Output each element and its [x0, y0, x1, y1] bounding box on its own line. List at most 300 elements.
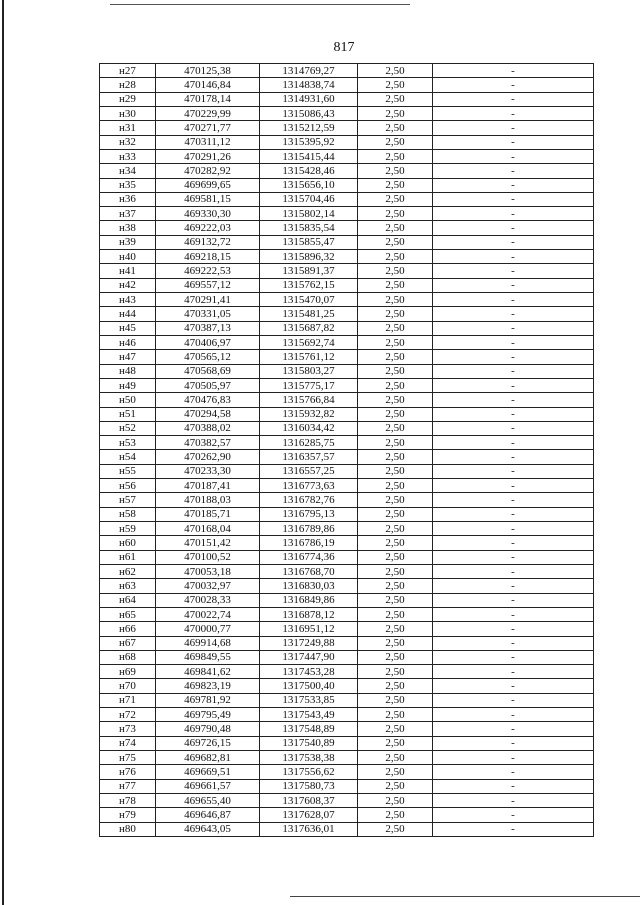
table-row [100, 250, 594, 264]
y-coordinate-cell: 1315802,14 [260, 207, 358, 221]
y-coordinate-cell: 1316768,70 [260, 564, 358, 578]
point-id-cell: н46 [100, 335, 156, 349]
point-id-cell: н27 [100, 64, 156, 78]
y-coordinate-cell: 1316795,13 [260, 507, 358, 521]
table-row [100, 135, 594, 149]
table-row [100, 665, 594, 679]
table-row [100, 92, 594, 106]
table-row [100, 450, 594, 464]
y-coordinate-cell: 1317580,73 [260, 779, 358, 793]
x-coordinate-cell: 469643,05 [156, 822, 260, 836]
point-id-cell: н38 [100, 221, 156, 235]
scan-bottom-rule [290, 896, 640, 897]
page-number: 817 [333, 40, 355, 55]
note-cell: - [433, 64, 594, 78]
accuracy-cell: 2,50 [358, 149, 433, 163]
y-coordinate-cell: 1315855,47 [260, 235, 358, 249]
point-id-cell: н48 [100, 364, 156, 378]
note-cell: - [433, 121, 594, 135]
note-cell: - [433, 765, 594, 779]
y-coordinate-cell: 1316951,12 [260, 622, 358, 636]
table-row [100, 550, 594, 564]
y-coordinate-cell: 1316557,25 [260, 464, 358, 478]
y-coordinate-cell: 1315212,59 [260, 121, 358, 135]
y-coordinate-cell: 1317636,01 [260, 822, 358, 836]
table-row [100, 78, 594, 92]
x-coordinate-cell: 470178,14 [156, 92, 260, 106]
table-row [100, 149, 594, 163]
table-row [100, 421, 594, 435]
y-coordinate-cell: 1317543,49 [260, 708, 358, 722]
y-coordinate-cell: 1317538,38 [260, 751, 358, 765]
point-id-cell: н56 [100, 479, 156, 493]
x-coordinate-cell: 470568,69 [156, 364, 260, 378]
y-coordinate-cell: 1317447,90 [260, 650, 358, 664]
x-coordinate-cell: 470476,83 [156, 393, 260, 407]
note-cell: - [433, 479, 594, 493]
y-coordinate-cell: 1315835,54 [260, 221, 358, 235]
note-cell: - [433, 250, 594, 264]
note-cell: - [433, 464, 594, 478]
accuracy-cell: 2,50 [358, 493, 433, 507]
note-cell: - [433, 493, 594, 507]
table-row [100, 207, 594, 221]
y-coordinate-cell: 1316789,86 [260, 522, 358, 536]
point-id-cell: н37 [100, 207, 156, 221]
accuracy-cell: 2,50 [358, 564, 433, 578]
note-cell: - [433, 393, 594, 407]
note-cell: - [433, 407, 594, 421]
table-row [100, 335, 594, 349]
y-coordinate-cell: 1317500,40 [260, 679, 358, 693]
y-coordinate-cell: 1314931,60 [260, 92, 358, 106]
accuracy-cell: 2,50 [358, 192, 433, 206]
note-cell: - [433, 278, 594, 292]
x-coordinate-cell: 469669,51 [156, 765, 260, 779]
y-coordinate-cell: 1316830,03 [260, 579, 358, 593]
accuracy-cell: 2,50 [358, 335, 433, 349]
table-row [100, 579, 594, 593]
table-row [100, 164, 594, 178]
y-coordinate-cell: 1315470,07 [260, 293, 358, 307]
x-coordinate-cell: 469132,72 [156, 235, 260, 249]
point-id-cell: н50 [100, 393, 156, 407]
x-coordinate-cell: 470294,58 [156, 407, 260, 421]
note-cell: - [433, 564, 594, 578]
x-coordinate-cell: 470271,77 [156, 121, 260, 135]
point-id-cell: н67 [100, 636, 156, 650]
table-row [100, 736, 594, 750]
accuracy-cell: 2,50 [358, 536, 433, 550]
accuracy-cell: 2,50 [358, 350, 433, 364]
accuracy-cell: 2,50 [358, 636, 433, 650]
note-cell: - [433, 536, 594, 550]
point-id-cell: н31 [100, 121, 156, 135]
table-row [100, 321, 594, 335]
note-cell: - [433, 350, 594, 364]
y-coordinate-cell: 1314838,74 [260, 78, 358, 92]
point-id-cell: н76 [100, 765, 156, 779]
point-id-cell: н28 [100, 78, 156, 92]
table-row [100, 793, 594, 807]
table-row [100, 693, 594, 707]
point-id-cell: н77 [100, 779, 156, 793]
accuracy-cell: 2,50 [358, 64, 433, 78]
x-coordinate-cell: 469581,15 [156, 192, 260, 206]
y-coordinate-cell: 1317556,62 [260, 765, 358, 779]
accuracy-cell: 2,50 [358, 507, 433, 521]
point-id-cell: н45 [100, 321, 156, 335]
x-coordinate-cell: 470387,13 [156, 321, 260, 335]
point-id-cell: н78 [100, 793, 156, 807]
y-coordinate-cell: 1316878,12 [260, 607, 358, 621]
accuracy-cell: 2,50 [358, 250, 433, 264]
note-cell: - [433, 421, 594, 435]
accuracy-cell: 2,50 [358, 307, 433, 321]
accuracy-cell: 2,50 [358, 106, 433, 120]
point-id-cell: н49 [100, 378, 156, 392]
y-coordinate-cell: 1317608,37 [260, 793, 358, 807]
y-coordinate-cell: 1315932,82 [260, 407, 358, 421]
accuracy-cell: 2,50 [358, 765, 433, 779]
point-id-cell: н61 [100, 550, 156, 564]
table-row [100, 235, 594, 249]
x-coordinate-cell: 469330,30 [156, 207, 260, 221]
note-cell: - [433, 736, 594, 750]
x-coordinate-cell: 470282,92 [156, 164, 260, 178]
table-row [100, 536, 594, 550]
x-coordinate-cell: 469823,19 [156, 679, 260, 693]
accuracy-cell: 2,50 [358, 779, 433, 793]
note-cell: - [433, 106, 594, 120]
point-id-cell: н75 [100, 751, 156, 765]
point-id-cell: н66 [100, 622, 156, 636]
note-cell: - [433, 307, 594, 321]
table-row [100, 650, 594, 664]
table-row [100, 192, 594, 206]
point-id-cell: н74 [100, 736, 156, 750]
table-row [100, 564, 594, 578]
point-id-cell: н33 [100, 149, 156, 163]
x-coordinate-cell: 470382,57 [156, 436, 260, 450]
x-coordinate-cell: 469781,92 [156, 693, 260, 707]
point-id-cell: н55 [100, 464, 156, 478]
accuracy-cell: 2,50 [358, 178, 433, 192]
note-cell: - [433, 650, 594, 664]
y-coordinate-cell: 1316786,19 [260, 536, 358, 550]
x-coordinate-cell: 470229,99 [156, 106, 260, 120]
note-cell: - [433, 751, 594, 765]
x-coordinate-cell: 469646,87 [156, 808, 260, 822]
y-coordinate-cell: 1315803,27 [260, 364, 358, 378]
note-cell: - [433, 135, 594, 149]
table-row [100, 393, 594, 407]
accuracy-cell: 2,50 [358, 522, 433, 536]
table-row [100, 751, 594, 765]
point-id-cell: н69 [100, 665, 156, 679]
point-id-cell: н39 [100, 235, 156, 249]
y-coordinate-cell: 1316773,63 [260, 479, 358, 493]
accuracy-cell: 2,50 [358, 164, 433, 178]
table-row [100, 808, 594, 822]
point-id-cell: н34 [100, 164, 156, 178]
note-cell: - [433, 607, 594, 621]
table-row [100, 708, 594, 722]
table-row [100, 779, 594, 793]
point-id-cell: н30 [100, 106, 156, 120]
point-id-cell: н80 [100, 822, 156, 836]
point-id-cell: н29 [100, 92, 156, 106]
note-cell: - [433, 221, 594, 235]
accuracy-cell: 2,50 [358, 407, 433, 421]
x-coordinate-cell: 470168,04 [156, 522, 260, 536]
y-coordinate-cell: 1317548,89 [260, 722, 358, 736]
note-cell: - [433, 164, 594, 178]
note-cell: - [433, 178, 594, 192]
y-coordinate-cell: 1315766,84 [260, 393, 358, 407]
x-coordinate-cell: 469557,12 [156, 278, 260, 292]
accuracy-cell: 2,50 [358, 278, 433, 292]
accuracy-cell: 2,50 [358, 78, 433, 92]
accuracy-cell: 2,50 [358, 622, 433, 636]
note-cell: - [433, 378, 594, 392]
point-id-cell: н60 [100, 536, 156, 550]
accuracy-cell: 2,50 [358, 364, 433, 378]
y-coordinate-cell: 1315415,44 [260, 149, 358, 163]
coordinates-table [99, 63, 594, 837]
note-cell: - [433, 808, 594, 822]
note-cell: - [433, 822, 594, 836]
x-coordinate-cell: 470291,26 [156, 149, 260, 163]
y-coordinate-cell: 1316034,42 [260, 421, 358, 435]
note-cell: - [433, 779, 594, 793]
accuracy-cell: 2,50 [358, 321, 433, 335]
note-cell: - [433, 207, 594, 221]
table-row [100, 593, 594, 607]
accuracy-cell: 2,50 [358, 793, 433, 807]
table-row [100, 407, 594, 421]
accuracy-cell: 2,50 [358, 679, 433, 693]
point-id-cell: н58 [100, 507, 156, 521]
note-cell: - [433, 693, 594, 707]
note-cell: - [433, 550, 594, 564]
point-id-cell: н35 [100, 178, 156, 192]
point-id-cell: н71 [100, 693, 156, 707]
accuracy-cell: 2,50 [358, 693, 433, 707]
y-coordinate-cell: 1316849,86 [260, 593, 358, 607]
x-coordinate-cell: 470187,41 [156, 479, 260, 493]
x-coordinate-cell: 470565,12 [156, 350, 260, 364]
y-coordinate-cell: 1315762,15 [260, 278, 358, 292]
table-row [100, 293, 594, 307]
table-row [100, 121, 594, 135]
x-coordinate-cell: 469222,03 [156, 221, 260, 235]
x-coordinate-cell: 469914,68 [156, 636, 260, 650]
x-coordinate-cell: 470146,84 [156, 78, 260, 92]
x-coordinate-cell: 470125,38 [156, 64, 260, 78]
point-id-cell: н52 [100, 421, 156, 435]
point-id-cell: н47 [100, 350, 156, 364]
x-coordinate-cell: 470505,97 [156, 378, 260, 392]
note-cell: - [433, 293, 594, 307]
note-cell: - [433, 335, 594, 349]
point-id-cell: н43 [100, 293, 156, 307]
x-coordinate-cell: 470311,12 [156, 135, 260, 149]
accuracy-cell: 2,50 [358, 436, 433, 450]
x-coordinate-cell: 470262,90 [156, 450, 260, 464]
table-row [100, 507, 594, 521]
table-row [100, 464, 594, 478]
table-row [100, 722, 594, 736]
point-id-cell: н63 [100, 579, 156, 593]
table-row [100, 479, 594, 493]
y-coordinate-cell: 1315428,46 [260, 164, 358, 178]
note-cell: - [433, 192, 594, 206]
note-cell: - [433, 665, 594, 679]
x-coordinate-cell: 469222,53 [156, 264, 260, 278]
accuracy-cell: 2,50 [358, 393, 433, 407]
table-row [100, 264, 594, 278]
point-id-cell: н79 [100, 808, 156, 822]
x-coordinate-cell: 469682,81 [156, 751, 260, 765]
accuracy-cell: 2,50 [358, 121, 433, 135]
x-coordinate-cell: 470100,52 [156, 550, 260, 564]
x-coordinate-cell: 470388,02 [156, 421, 260, 435]
y-coordinate-cell: 1316782,76 [260, 493, 358, 507]
x-coordinate-cell: 470331,05 [156, 307, 260, 321]
note-cell: - [433, 722, 594, 736]
accuracy-cell: 2,50 [358, 593, 433, 607]
point-id-cell: н62 [100, 564, 156, 578]
point-id-cell: н51 [100, 407, 156, 421]
accuracy-cell: 2,50 [358, 736, 433, 750]
accuracy-cell: 2,50 [358, 293, 433, 307]
table-row [100, 679, 594, 693]
y-coordinate-cell: 1317249,88 [260, 636, 358, 650]
y-coordinate-cell: 1315761,12 [260, 350, 358, 364]
note-cell: - [433, 149, 594, 163]
point-id-cell: н54 [100, 450, 156, 464]
accuracy-cell: 2,50 [358, 221, 433, 235]
y-coordinate-cell: 1316357,57 [260, 450, 358, 464]
x-coordinate-cell: 470233,30 [156, 464, 260, 478]
x-coordinate-cell: 469790,48 [156, 722, 260, 736]
y-coordinate-cell: 1317533,85 [260, 693, 358, 707]
accuracy-cell: 2,50 [358, 92, 433, 106]
table-row [100, 350, 594, 364]
x-coordinate-cell: 469661,57 [156, 779, 260, 793]
table-row [100, 822, 594, 836]
x-coordinate-cell: 470028,33 [156, 593, 260, 607]
note-cell: - [433, 579, 594, 593]
point-id-cell: н59 [100, 522, 156, 536]
accuracy-cell: 2,50 [358, 607, 433, 621]
point-id-cell: н68 [100, 650, 156, 664]
point-id-cell: н72 [100, 708, 156, 722]
accuracy-cell: 2,50 [358, 479, 433, 493]
note-cell: - [433, 793, 594, 807]
x-coordinate-cell: 469218,15 [156, 250, 260, 264]
table-row [100, 636, 594, 650]
accuracy-cell: 2,50 [358, 135, 433, 149]
note-cell: - [433, 436, 594, 450]
y-coordinate-cell: 1315692,74 [260, 335, 358, 349]
accuracy-cell: 2,50 [358, 722, 433, 736]
table-row [100, 522, 594, 536]
y-coordinate-cell: 1315656,10 [260, 178, 358, 192]
x-coordinate-cell: 470032,97 [156, 579, 260, 593]
point-id-cell: н65 [100, 607, 156, 621]
point-id-cell: н73 [100, 722, 156, 736]
accuracy-cell: 2,50 [358, 665, 433, 679]
y-coordinate-cell: 1316285,75 [260, 436, 358, 450]
y-coordinate-cell: 1317540,89 [260, 736, 358, 750]
note-cell: - [433, 78, 594, 92]
note-cell: - [433, 264, 594, 278]
x-coordinate-cell: 470000,77 [156, 622, 260, 636]
accuracy-cell: 2,50 [358, 378, 433, 392]
x-coordinate-cell: 469849,55 [156, 650, 260, 664]
x-coordinate-cell: 469841,62 [156, 665, 260, 679]
note-cell: - [433, 622, 594, 636]
x-coordinate-cell: 470151,42 [156, 536, 260, 550]
note-cell: - [433, 321, 594, 335]
accuracy-cell: 2,50 [358, 751, 433, 765]
table-row [100, 493, 594, 507]
table-row [100, 278, 594, 292]
y-coordinate-cell: 1316774,36 [260, 550, 358, 564]
accuracy-cell: 2,50 [358, 464, 433, 478]
y-coordinate-cell: 1315704,46 [260, 192, 358, 206]
y-coordinate-cell: 1317628,07 [260, 808, 358, 822]
note-cell: - [433, 507, 594, 521]
note-cell: - [433, 593, 594, 607]
accuracy-cell: 2,50 [358, 822, 433, 836]
table-row [100, 436, 594, 450]
scan-top-rule [110, 4, 410, 5]
x-coordinate-cell: 470188,03 [156, 493, 260, 507]
table-row [100, 765, 594, 779]
y-coordinate-cell: 1315896,32 [260, 250, 358, 264]
accuracy-cell: 2,50 [358, 235, 433, 249]
accuracy-cell: 2,50 [358, 421, 433, 435]
y-coordinate-cell: 1315687,82 [260, 321, 358, 335]
note-cell: - [433, 92, 594, 106]
y-coordinate-cell: 1315395,92 [260, 135, 358, 149]
accuracy-cell: 2,50 [358, 550, 433, 564]
table-row [100, 221, 594, 235]
x-coordinate-cell: 470291,41 [156, 293, 260, 307]
y-coordinate-cell: 1317453,28 [260, 665, 358, 679]
note-cell: - [433, 636, 594, 650]
table-row [100, 307, 594, 321]
point-id-cell: н44 [100, 307, 156, 321]
x-coordinate-cell: 469726,15 [156, 736, 260, 750]
x-coordinate-cell: 470022,74 [156, 607, 260, 621]
x-coordinate-cell: 469699,65 [156, 178, 260, 192]
table-row [100, 64, 594, 78]
x-coordinate-cell: 470406,97 [156, 335, 260, 349]
point-id-cell: н41 [100, 264, 156, 278]
table-row [100, 106, 594, 120]
note-cell: - [433, 522, 594, 536]
table-row [100, 378, 594, 392]
accuracy-cell: 2,50 [358, 650, 433, 664]
point-id-cell: н64 [100, 593, 156, 607]
point-id-cell: н40 [100, 250, 156, 264]
table-row [100, 178, 594, 192]
note-cell: - [433, 708, 594, 722]
